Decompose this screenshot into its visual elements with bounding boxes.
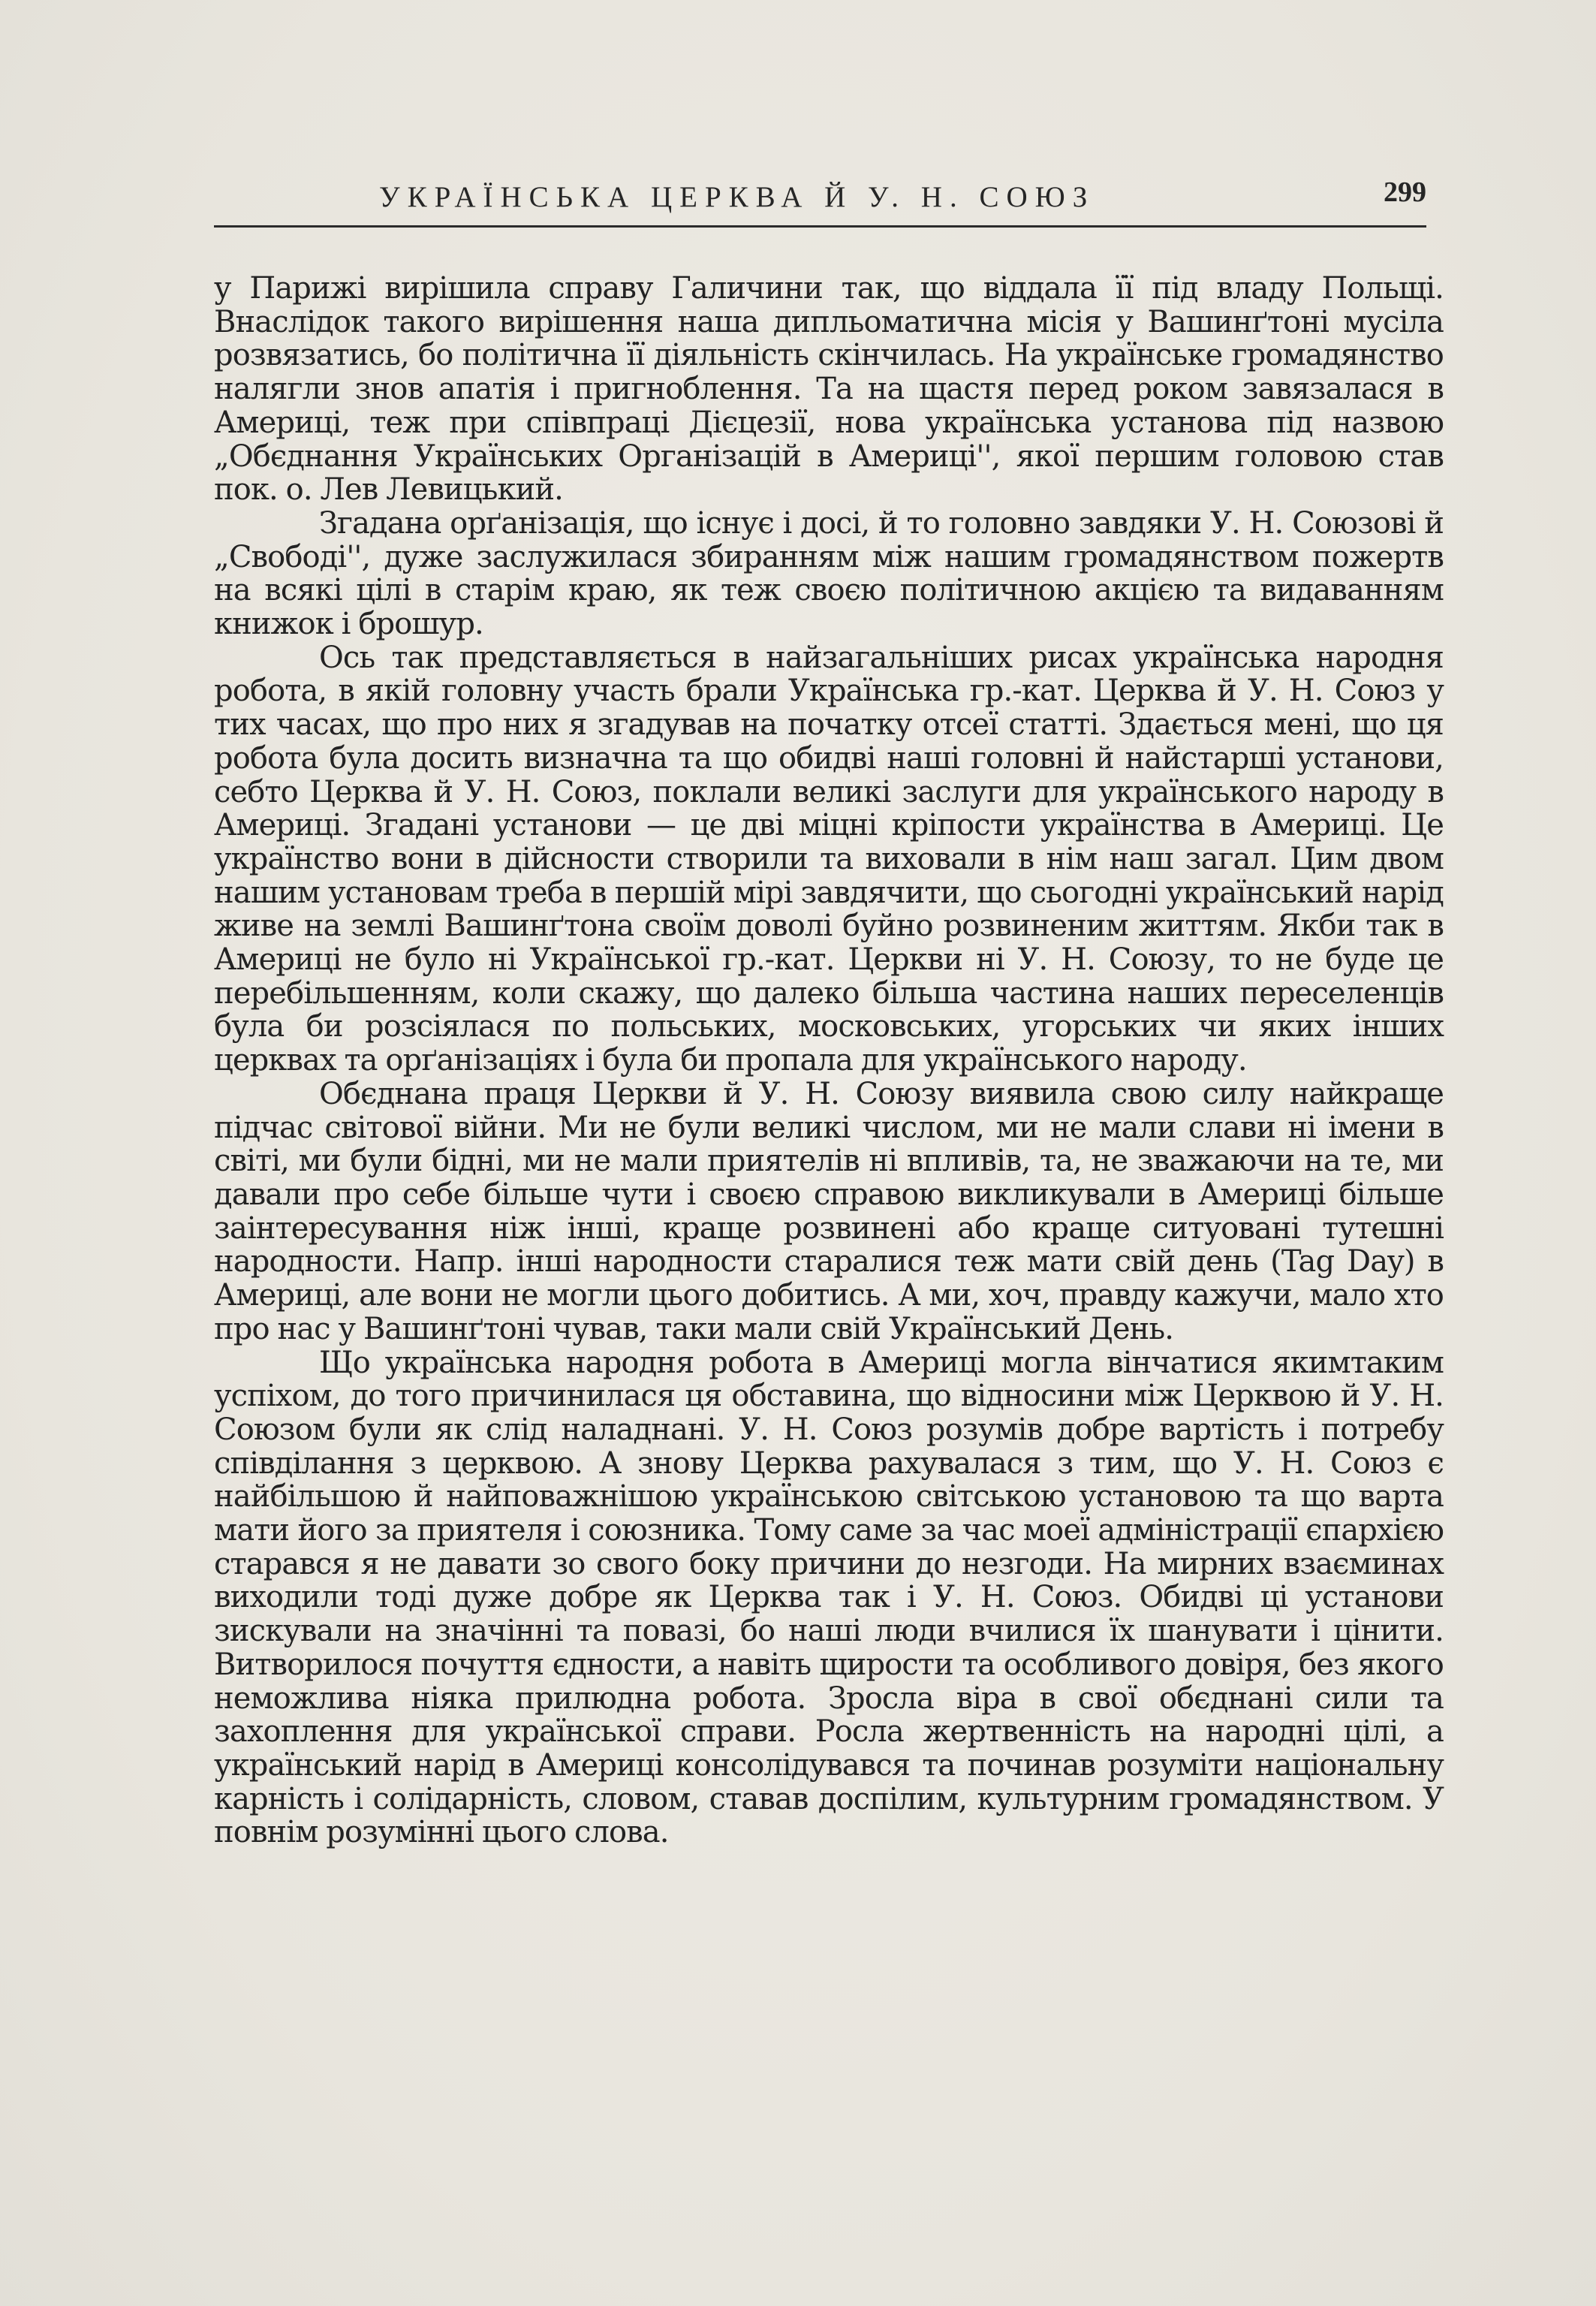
body-text [214, 272, 1444, 1849]
paragraph-3: Ось так представляється в найзагальніших рисах українська народня робота, в якій головну участь брали Українська гр.-кат. Церква й У. Н. Союз у тих часах, що про них я згадував на початку отсеї статті. Здається мені, що ця робота була досить визначна та що обидві наші головні й найстарші установи, себто Церква й У. Н. Союз, поклали великі заслуги для українського народу в Америці. Згадані установи — це дві міцні кріпости українства в Америці. Це українство вони в дійсности створили та виховали в нім наш загал. Цим двом нашим установам треба в першій мірі завдячити, що сьогодні український нарід живе на землі Вашинґтона своїм доволі буйно розвиненим життям. Якби так в Америці не було ні Української гр.-кат. Церкви ні У. Н. Союзу, то не буде це перебільшенням, коли скажу, що далеко більша частина наших переселенців була би розсіялася по польських, московських, угорських чи яких інших церквах та орґанізаціях і була би пропала для українського народу. [214, 640, 1444, 1078]
running-title: УКРАЇНСЬКА ЦЕРКВА Й У. Н. СОЮЗ [379, 181, 1095, 213]
running-header [214, 176, 1426, 228]
page-number: 299 [1384, 176, 1426, 208]
paragraph-1: у Парижі вирішила справу Галичини так, що віддала її під владу Польщі. Внаслідок такого вирішення наша дипльоматична місія у Вашинґтоні мусіла розвязатись, бо політична її діяльність скінчилась. На українське громадянство налягли знов апатія і пригноблення. Та на щастя перед роком завязалася в Америці, теж при співпраці Дієцезії, нова українська установа під назвою „Обєднання Українських Організацій в Америці'', якої першим головою став пок. о. Лев Левицький. [214, 271, 1444, 508]
paragraph-2: Згадана орґанізація, що існує і досі, й то головно завдяки У. Н. Союзові й „Свободі'', дуже заслужилася збиранням між нашим громадянством пожертв на всякі цілі в старім краю, як теж своєю політичною акцією та видаванням книжок і брошур. [214, 505, 1444, 642]
paragraph-5: Що українська народня робота в Америці могла вінчатися якимтаким успіхом, до того причинилася ця обставина, що відносини між Церквою й У. Н. Союзом були як слід наладнані. У. Н. Союз розумів добре вартість і потребу співділання з церквою. А знову Церква рахувалася з тим, що У. Н. Союз є найбільшою й найповажнішою українською світською установою та що варта мати його за приятеля і союзника. Тому саме за час моеї адміністрації єпархією старався я не давати зо свого боку причини до незгоди. На мирних взаєминах виходили тоді дуже добре як Церква так і У. Н. Союз. Обидві ці установи зискували на значінні та повазі, бо наші люди вчилися їх шанувати і цінити. Витворилося почуття єдности, а навіть щирости та особливого довіря, без якого неможлива ніяка прилюдна робота. Зросла віра в свої обєднані сили та захоплення для української справи. Росла жертвенність на народні цілі, а український нарід в Америці консолідувався та починав розуміти національну карність і солідарність, словом, ставав доспілим, культурним громадянством. У повнім розумінні цього слова. [214, 1345, 1444, 1850]
paragraph-4: Обєднана праця Церкви й У. Н. Союзу виявила свою силу найкраще підчас світової війни. Ми не були великі числом, ми не мали слави ні імени в світі, ми були бідні, ми не мали приятелів ні впливів, та, не зважаючи на те, ми давали про себе більше чути і своєю справою викликували в Америці більше заінтересування ніж інші, краще розвинені або краще ситуовані тутешні народности. Напр. інші народности старалися теж мати свій день (Tag Day) в Америці, але вони не могли цього добитись. А ми, хоч, правду кажучи, мало хто про нас у Вашинґтоні чував, таки мали свій Український День. [214, 1076, 1444, 1346]
